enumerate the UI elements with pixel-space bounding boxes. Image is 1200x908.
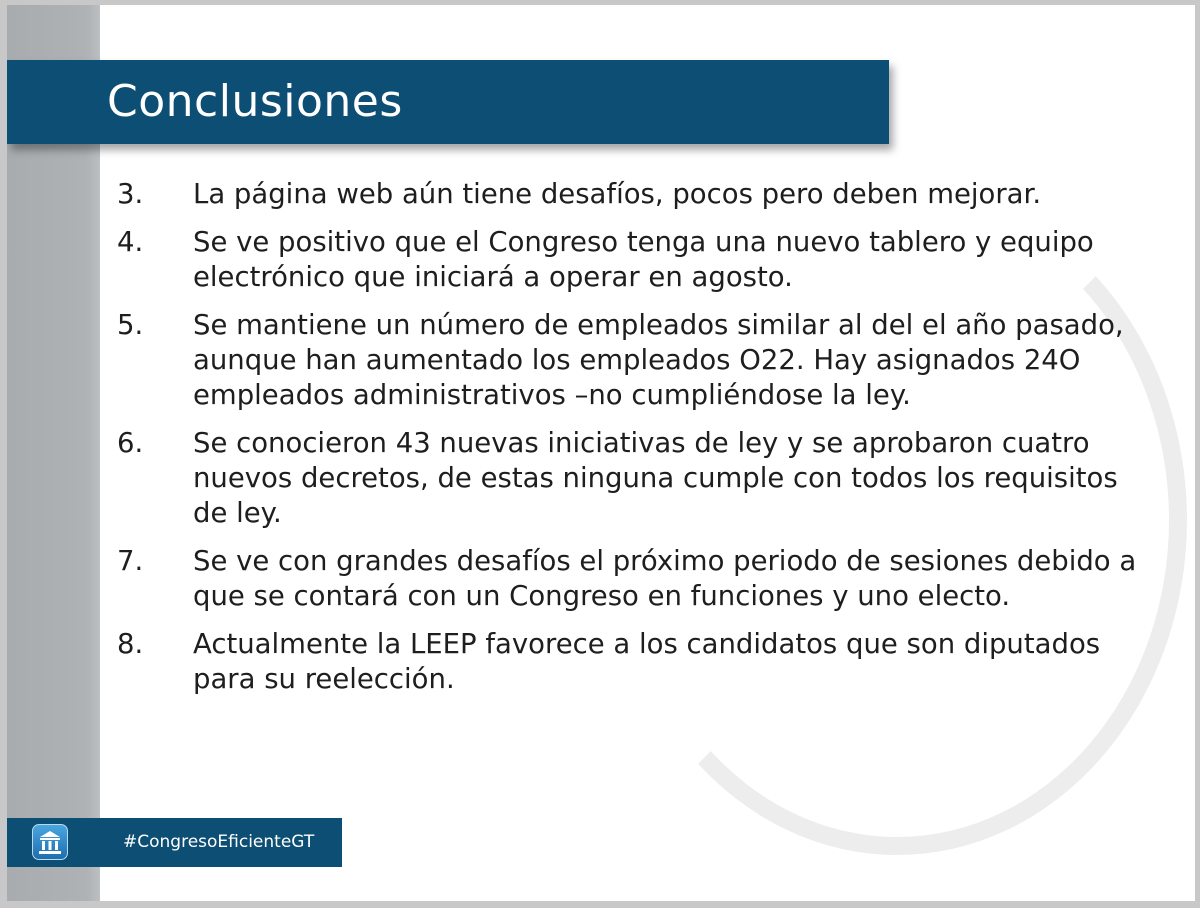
- item-text: Se ve positivo que el Congreso tenga una nuevo tablero y equipo electrónico que iniciará a operar en agosto.: [193, 226, 1094, 293]
- list-item: [117, 426, 1157, 531]
- item-text: Se conocieron 43 nuevas iniciativas de ley y se aprobaron cuatro nuevos decretos, de estas ninguna cumple con todos los requisitos de ley.: [193, 427, 1118, 529]
- item-number: 5.: [117, 309, 144, 341]
- footer-hashtag: #CongresoEficienteGT: [123, 832, 315, 852]
- list-item: [117, 544, 1157, 614]
- item-number: 8.: [117, 628, 144, 660]
- slide: [7, 5, 1195, 901]
- title-banner: [7, 60, 889, 144]
- item-number: 7.: [117, 545, 144, 577]
- conclusions-list: [117, 177, 1157, 710]
- footer-bar: [7, 818, 342, 867]
- list-item: [117, 627, 1157, 697]
- item-number: 6.: [117, 427, 144, 459]
- slide-title: Conclusiones: [107, 76, 403, 127]
- item-text: Actualmente la LEEP favorece a los candidatos que son diputados para su reelección.: [193, 628, 1101, 695]
- list-item: [117, 177, 1157, 212]
- congress-building-icon: [32, 824, 68, 860]
- item-number: 4.: [117, 226, 144, 258]
- item-text: La página web aún tiene desafíos, pocos pero deben mejorar.: [193, 178, 1042, 210]
- list-item: [117, 225, 1157, 295]
- item-text: Se mantiene un número de empleados similar al del el año pasado, aunque han aumentado los empleados O22. Hay asignados 24O empleados administrativos –no cumpliéndose la ley.: [193, 309, 1124, 411]
- item-number: 3.: [117, 178, 144, 210]
- list-item: [117, 308, 1157, 413]
- item-text: Se ve con grandes desafíos el próximo periodo de sesiones debido a que se contará con un Congreso en funciones y uno electo.: [193, 545, 1137, 612]
